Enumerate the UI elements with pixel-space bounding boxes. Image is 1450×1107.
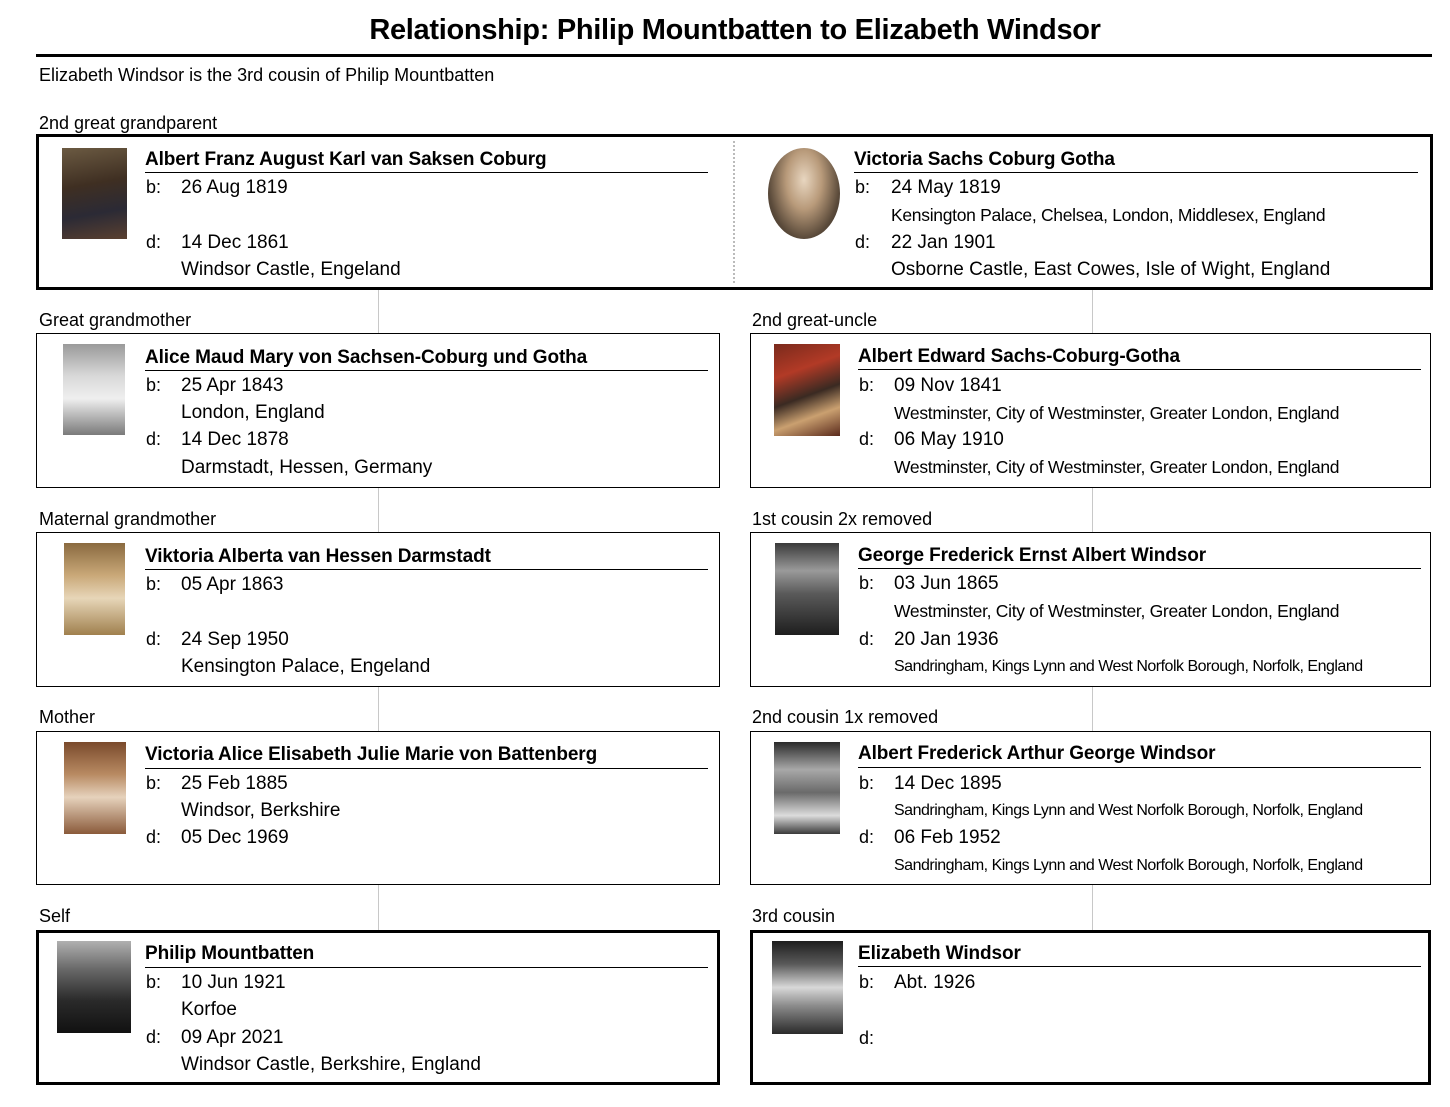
portrait-photo xyxy=(64,543,125,635)
portrait-photo xyxy=(772,941,843,1034)
birth-place: Sandringham, Kings Lynn and West Norfolk Borough, Norfolk, England xyxy=(894,802,1363,819)
name-underline xyxy=(145,967,708,968)
name-underline xyxy=(858,767,1421,768)
death-place: Osborne Castle, East Cowes, Isle of Wight, England xyxy=(891,259,1331,280)
death-label: d: xyxy=(859,1028,875,1048)
death-place: Windsor Castle, Engeland xyxy=(181,259,401,280)
birth-place: Westminster, City of Westminster, Greater London, England xyxy=(894,403,1340,423)
birth-label: b: xyxy=(859,773,875,793)
death-label: d: xyxy=(859,827,875,847)
birth-place: Westminster, City of Westminster, Greater London, England xyxy=(894,601,1340,621)
portrait-photo xyxy=(64,742,126,834)
portrait-photo xyxy=(57,941,131,1033)
birth-label: b: xyxy=(859,573,875,593)
death-date: 24 Sep 1950 xyxy=(181,629,289,650)
death-date: 09 Apr 2021 xyxy=(181,1027,284,1048)
person-card[interactable] xyxy=(750,333,1431,488)
death-date: 20 Jan 1936 xyxy=(894,629,999,650)
birth-place: London, England xyxy=(181,402,325,423)
person-name[interactable]: Philip Mountbatten xyxy=(145,943,315,964)
birth-label: b: xyxy=(859,375,875,395)
connector-line xyxy=(1092,687,1093,731)
portrait-photo xyxy=(774,742,840,834)
common-ancestors-card[interactable] xyxy=(36,134,1433,290)
person-name[interactable]: Albert Edward Sachs-Coburg-Gotha xyxy=(858,346,1180,367)
death-label: d: xyxy=(855,232,871,252)
person-card[interactable] xyxy=(750,731,1431,885)
name-underline xyxy=(145,569,708,570)
death-date: 05 Dec 1969 xyxy=(181,827,289,848)
birth-label: b: xyxy=(146,574,162,594)
birth-label: b: xyxy=(855,177,871,197)
person-card[interactable] xyxy=(36,532,720,687)
person-card[interactable] xyxy=(750,532,1431,687)
connector-line xyxy=(378,885,379,930)
birth-date: 05 Apr 1863 xyxy=(181,574,284,595)
death-place: Darmstadt, Hessen, Germany xyxy=(181,457,433,478)
birth-date: 25 Feb 1885 xyxy=(181,773,288,794)
death-label: d: xyxy=(859,429,875,449)
person-card[interactable] xyxy=(36,731,720,885)
death-date: 06 May 1910 xyxy=(894,429,1004,450)
title-divider xyxy=(36,54,1432,57)
person-name[interactable]: Victoria Sachs Coburg Gotha xyxy=(854,149,1115,170)
name-underline xyxy=(145,172,708,173)
portrait-photo xyxy=(774,344,840,436)
birth-date: 14 Dec 1895 xyxy=(894,773,1002,794)
death-date: 06 Feb 1952 xyxy=(894,827,1001,848)
name-underline xyxy=(145,768,708,769)
birth-date: 03 Jun 1865 xyxy=(894,573,999,594)
generation-label: 2nd great grandparent xyxy=(39,113,218,133)
birth-date: 26 Aug 1819 xyxy=(181,177,288,198)
connector-line xyxy=(1092,885,1093,930)
person-name[interactable]: George Frederick Ernst Albert Windsor xyxy=(858,545,1207,566)
name-underline xyxy=(858,369,1421,370)
death-label: d: xyxy=(146,1027,162,1047)
death-place: Sandringham, Kings Lynn and West Norfolk Borough, Norfolk, England xyxy=(894,857,1363,874)
death-label: d: xyxy=(146,827,162,847)
death-label: d: xyxy=(146,429,162,449)
death-place: Windsor Castle, Berkshire, England xyxy=(181,1054,481,1075)
generation-label: Mother xyxy=(39,707,96,727)
birth-label: b: xyxy=(146,773,162,793)
connector-line xyxy=(378,488,379,532)
relationship-summary: Elizabeth Windsor is the 3rd cousin of Philip Mountbatten xyxy=(39,65,495,85)
self-card[interactable] xyxy=(36,930,720,1085)
death-place: Sandringham, Kings Lynn and West Norfolk Borough, Norfolk, England xyxy=(894,658,1363,675)
birth-place: Windsor, Berkshire xyxy=(181,800,341,821)
page-title: Relationship: Philip Mountbatten to Elizabeth Windsor xyxy=(369,14,1101,46)
birth-date: 25 Apr 1843 xyxy=(181,375,284,396)
person-name[interactable]: Albert Franz August Karl van Saksen Coburg xyxy=(145,149,547,170)
person-name[interactable]: Victoria Alice Elisabeth Julie Marie von Battenberg xyxy=(145,744,598,765)
connector-line xyxy=(378,289,379,333)
name-underline xyxy=(858,568,1421,569)
person-name[interactable]: Albert Frederick Arthur George Windsor xyxy=(858,743,1216,764)
death-place: Westminster, City of Westminster, Greater London, England xyxy=(894,457,1340,477)
generation-label: Self xyxy=(39,906,71,926)
generation-label: 3rd cousin xyxy=(752,906,836,926)
person-name[interactable]: Elizabeth Windsor xyxy=(858,943,1021,964)
birth-date: 24 May 1819 xyxy=(891,177,1001,198)
generation-label: 2nd great-uncle xyxy=(752,310,878,330)
portrait-photo xyxy=(63,344,125,435)
spouse-separator xyxy=(733,141,735,283)
connector-line xyxy=(1092,289,1093,333)
birth-place: Korfoe xyxy=(181,999,237,1020)
person-name[interactable]: Alice Maud Mary von Sachsen-Coburg und Gotha xyxy=(145,347,588,368)
birth-label: b: xyxy=(146,177,162,197)
birth-date: 10 Jun 1921 xyxy=(181,972,286,993)
person-card[interactable] xyxy=(36,333,720,488)
birth-label: b: xyxy=(146,375,162,395)
death-label: d: xyxy=(859,629,875,649)
death-date: 22 Jan 1901 xyxy=(891,232,996,253)
birth-label: b: xyxy=(859,972,875,992)
person-name[interactable]: Viktoria Alberta van Hessen Darmstadt xyxy=(145,546,491,567)
birth-place: Kensington Palace, Chelsea, London, Middlesex, England xyxy=(891,205,1326,225)
portrait-photo xyxy=(775,543,839,635)
death-date: 14 Dec 1861 xyxy=(181,232,289,253)
name-underline xyxy=(858,966,1421,967)
portrait-photo xyxy=(62,148,127,239)
death-label: d: xyxy=(146,232,162,252)
target-person-card[interactable] xyxy=(750,930,1431,1085)
birth-date: 09 Nov 1841 xyxy=(894,375,1002,396)
name-underline xyxy=(854,172,1418,173)
death-label: d: xyxy=(146,629,162,649)
generation-label: 2nd cousin 1x removed xyxy=(752,707,939,727)
death-date: 14 Dec 1878 xyxy=(181,429,289,450)
connector-line xyxy=(378,687,379,731)
birth-label: b: xyxy=(146,972,162,992)
name-underline xyxy=(145,370,708,371)
connector-line xyxy=(1092,488,1093,532)
death-place: Kensington Palace, Engeland xyxy=(181,656,431,677)
portrait-photo xyxy=(768,148,840,239)
generation-label: Maternal grandmother xyxy=(39,509,217,529)
generation-label: Great grandmother xyxy=(39,310,192,330)
birth-date: Abt. 1926 xyxy=(894,972,976,993)
generation-label: 1st cousin 2x removed xyxy=(752,509,933,529)
